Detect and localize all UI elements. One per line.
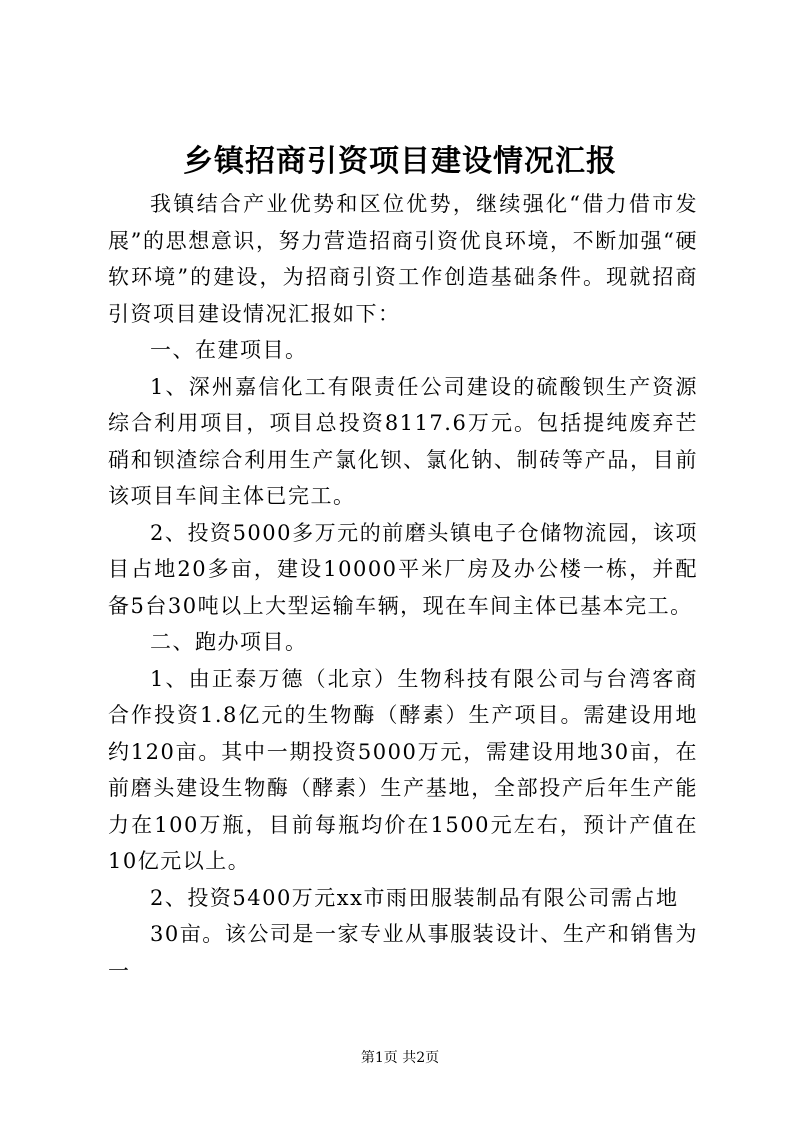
paragraph-enzyme-project: 1、由正泰万德（北京）生物科技有限公司与台湾客商合作投资1.8亿元的生物酶（酵素）生产项目。需建设用地约120亩。其中一期投资5000万元，需建设用地30亩，在前磨头建设生物酶（酵素）生产基地，全部投产后年生产能力在100万瓶，目前每瓶均价在1500元左右，预计产值在10亿元以上。	[108, 666, 698, 873]
section-heading-in-progress: 二、跑办项目。	[150, 630, 308, 654]
paragraph-clothing-project-cont: 30亩。该公司是一家专业从事服装设计、生产和销售为一	[108, 922, 698, 983]
document-body	[108, 186, 698, 989]
paragraph-intro: 我镇结合产业优势和区位优势，继续强化“借力借市发展”的思想意识，努力营造招商引资优良环境，不断加强“硬软环境”的建设，为招商引资工作创造基础条件。现就招商引资项目建设情况汇报如下：	[108, 192, 698, 326]
paragraph-project-1: 1、深州嘉信化工有限责任公司建设的硫酸钡生产资源综合利用项目，项目总投资8117.6万元。包括提纯废弃芒硝和钡渣综合利用生产氯化钡、氯化钠、制砖等产品，目前该项目车间主体已完工。	[108, 374, 698, 508]
document-title: 乡镇招商引资项目建设情况汇报	[183, 144, 617, 179]
section-heading-under-construction: 一、在建项目。	[150, 338, 308, 362]
paragraph-project-2: 2、投资5000多万元的前磨头镇电子仓储物流园，该项目占地20多亩，建设10000平米厂房及办公楼一栋，并配备5台30吨以上大型运输车辆，现在车间主体已基本完工。	[108, 520, 698, 618]
paragraph-clothing-project: 2、投资5400万元xx市雨田服装制品有限公司需占地	[150, 885, 679, 910]
page-footer: 第1页 共2页	[360, 1050, 440, 1066]
